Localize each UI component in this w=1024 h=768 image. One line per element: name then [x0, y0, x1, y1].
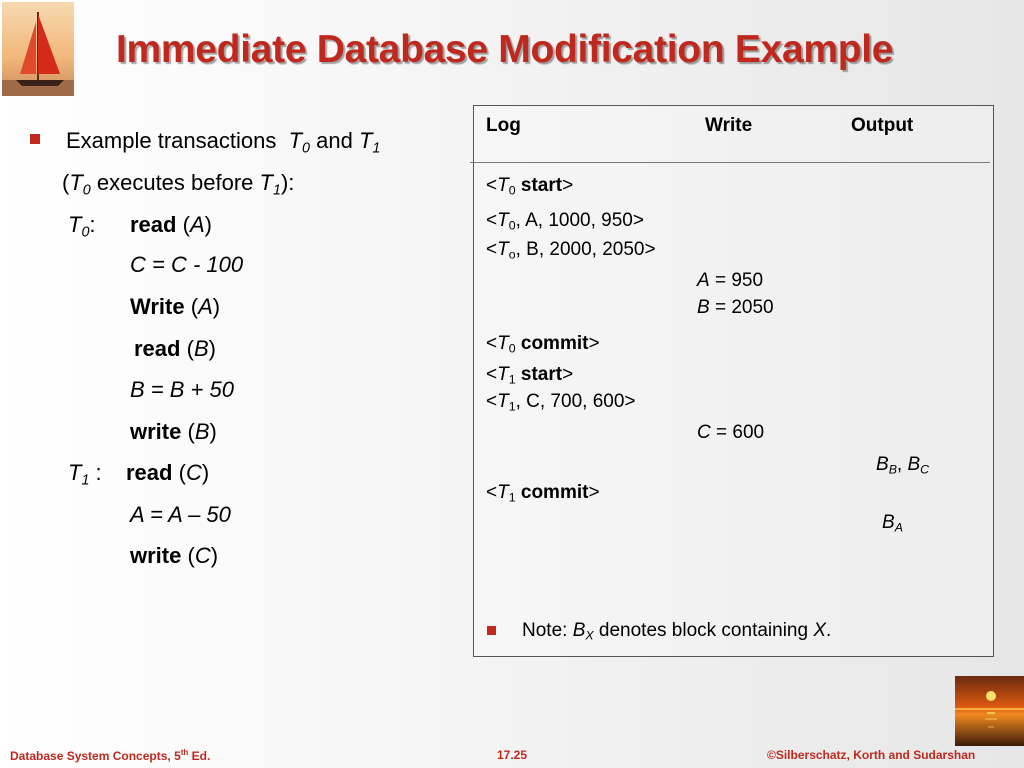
rest: , A, 1000, 950>	[515, 210, 644, 231]
op-close: )	[208, 336, 216, 361]
t1-label	[68, 460, 102, 489]
log-entry-t0-start	[486, 175, 573, 197]
t1-label-t: T	[68, 460, 82, 485]
op-open: (	[184, 294, 199, 319]
intro-t0-sub: 0	[302, 140, 310, 157]
op-expr: C = C - 100	[130, 252, 244, 277]
op-line-3	[130, 294, 220, 320]
note-mid: denotes block containing	[593, 620, 814, 641]
rest: = 950	[709, 270, 764, 291]
op-kw: Write	[130, 294, 185, 319]
note-end: .	[826, 620, 832, 641]
op-open: (	[176, 212, 190, 237]
op-close: )	[210, 543, 219, 568]
log-entry-t0-b	[486, 239, 656, 261]
sub: 1	[508, 372, 516, 387]
op-expr: A = A – 50	[130, 502, 231, 527]
t: T	[497, 239, 509, 260]
exec-t0: T	[69, 170, 83, 195]
op-expr: B = B + 50	[130, 377, 234, 402]
exec-open: (	[62, 170, 70, 195]
bullet-square-icon	[30, 134, 40, 144]
footer-page-number: 17.25	[497, 748, 528, 762]
var: C	[697, 422, 711, 443]
rest: = 600	[710, 422, 765, 443]
intro-line	[66, 128, 381, 157]
note-prefix: Note:	[522, 620, 573, 641]
intro-text: Example transactions	[66, 128, 277, 153]
footer-copyright: ©Silberschatz, Korth and Sudarshan	[767, 748, 976, 762]
log-entry-t1-c	[486, 391, 636, 413]
op-open: (	[172, 460, 186, 485]
output-ba	[882, 512, 903, 534]
gt: >	[588, 482, 600, 503]
var: B	[697, 297, 710, 318]
op-var: A	[198, 294, 213, 319]
write-a	[697, 270, 763, 292]
op-kw: write	[130, 543, 182, 568]
t: T	[497, 364, 509, 385]
exec-t1: T	[259, 170, 273, 195]
note-bsub: X	[585, 628, 594, 643]
kw: commit	[520, 482, 589, 503]
b1: B	[876, 454, 889, 475]
op-kw: write	[130, 419, 182, 444]
op-line-2	[130, 252, 243, 278]
t: T	[497, 333, 509, 354]
rest: = 2050	[709, 297, 774, 318]
op-line-5	[130, 377, 234, 403]
op-var: B	[194, 419, 210, 444]
sailboat-logo	[2, 2, 74, 96]
op-line-6	[130, 419, 217, 445]
b2sub: C	[920, 462, 930, 477]
sunset-image	[955, 676, 1024, 746]
rest: , B, 2000, 2050>	[515, 239, 656, 260]
exec-t0-sub: 0	[82, 182, 91, 199]
footer-book-text: Database System Concepts, 5	[10, 749, 181, 763]
intro-t1-sub: 1	[372, 140, 381, 157]
op-open: (	[181, 543, 195, 568]
op-kw: read	[126, 460, 173, 485]
t0-label	[68, 212, 96, 241]
sub: 0	[508, 218, 516, 233]
t0-label-sub: 0	[81, 224, 90, 241]
gt: >	[588, 333, 600, 354]
lt: <	[486, 239, 498, 260]
sub: 0	[508, 341, 516, 356]
kw: start	[520, 175, 563, 196]
lt: <	[486, 364, 498, 385]
bsub: A	[894, 520, 903, 535]
output-bb-bc	[876, 454, 929, 476]
lt: <	[486, 333, 498, 354]
t: T	[497, 391, 509, 412]
op-var: C	[194, 543, 211, 568]
footer-book-end: Ed.	[188, 749, 211, 763]
b: B	[882, 512, 895, 533]
t0-label-colon: :	[89, 212, 96, 237]
op-line-9	[130, 543, 218, 569]
note-b: B	[572, 620, 586, 641]
t1-label-colon: :	[89, 460, 102, 485]
lt: <	[486, 391, 498, 412]
gt: >	[562, 364, 574, 385]
op-var: B	[193, 336, 209, 361]
t: T	[497, 175, 509, 196]
rest: , C, 700, 600>	[515, 391, 636, 412]
exec-t1-sub: 1	[272, 182, 281, 199]
log-entry-t1-commit	[486, 482, 600, 504]
write-b	[697, 297, 774, 319]
sep: ,	[896, 454, 908, 475]
sub: o	[508, 247, 516, 262]
op-var: C	[185, 460, 202, 485]
footer-book-sup: th	[180, 748, 189, 757]
op-close: )	[209, 419, 217, 444]
intro-t1: T	[358, 128, 373, 153]
kw: start	[520, 364, 563, 385]
sub: 0	[508, 183, 516, 198]
note-bullet-icon	[487, 626, 496, 635]
note-text	[522, 620, 831, 642]
header-write: Write	[705, 115, 753, 136]
lt: <	[486, 175, 498, 196]
op-line-8	[130, 502, 231, 528]
log-entry-t0-a	[486, 210, 644, 232]
lt: <	[486, 482, 498, 503]
op-close: )	[204, 212, 212, 237]
lt: <	[486, 210, 498, 231]
gt: >	[562, 175, 574, 196]
intro-t0: T	[288, 128, 303, 153]
op-line-4	[134, 336, 216, 362]
intro-and: and	[316, 128, 353, 153]
op-close: )	[212, 294, 221, 319]
b2: B	[907, 454, 921, 475]
op-kw: read	[130, 212, 177, 237]
t: T	[497, 210, 509, 231]
header-log: Log	[486, 115, 521, 136]
log-entry-t1-start	[486, 364, 573, 386]
op-open: (	[180, 336, 194, 361]
exec-close: ):	[280, 170, 295, 195]
op-var: A	[189, 212, 205, 237]
t1-label-sub: 1	[81, 472, 90, 489]
header-output: Output	[851, 115, 914, 136]
log-entry-t0-commit	[486, 333, 600, 355]
b1sub: B	[888, 462, 897, 477]
note-x: X	[813, 620, 827, 641]
op-kw: read	[134, 336, 181, 361]
header-divider	[470, 162, 990, 163]
op-close: )	[201, 460, 210, 485]
exec-line	[62, 170, 295, 199]
exec-mid: executes before	[96, 170, 254, 195]
write-c	[697, 422, 764, 444]
op-line-7	[126, 460, 209, 486]
sub: 1	[508, 399, 516, 414]
var: A	[697, 270, 710, 291]
kw: commit	[520, 333, 589, 354]
sub: 1	[508, 490, 516, 505]
t0-label-t: T	[68, 212, 82, 237]
op-line-1	[130, 212, 212, 238]
footer-book	[10, 748, 210, 763]
op-open: (	[181, 419, 195, 444]
t: T	[497, 482, 509, 503]
slide-title: Immediate Database Modification Example	[116, 28, 894, 71]
